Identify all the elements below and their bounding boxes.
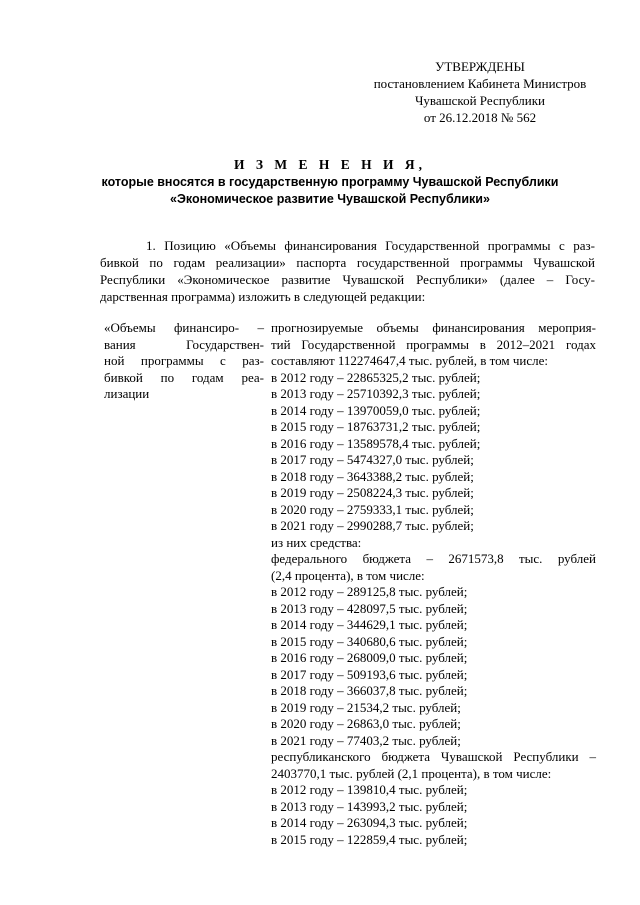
- paragraph-1: [100, 237, 595, 305]
- funding-line: тий Государственной программы в 2012–2021 годах: [271, 336, 596, 352]
- approval-date-number: от 26.12.2018 № 562: [423, 110, 537, 125]
- funding-line: 2403770,1 тыс. рублей (2,1 процента), в том числе:: [271, 765, 552, 781]
- funding-line: республиканского бюджета Чувашской Республики –: [271, 749, 596, 764]
- funding-line: в 2015 году – 340680,6 тыс. рублей;: [271, 633, 468, 649]
- funding-line: в 2013 году – 143993,2 тыс. рублей;: [271, 798, 468, 814]
- funding-line: в 2021 году – 77403,2 тыс. рублей;: [271, 732, 461, 748]
- funding-line: в 2018 году – 3643388,2 тыс. рублей;: [271, 468, 474, 484]
- funding-line: из них средства:: [271, 534, 362, 550]
- funding-line: в 2014 году – 13970059,0 тыс. рублей;: [271, 402, 481, 418]
- funding-line: составляют 112274647,4 тыс. рублей, в том числе:: [271, 353, 549, 368]
- paragraph-line: 1. Позицию «Объемы финансирования Государственной программы с раз-: [146, 238, 595, 253]
- paragraph-line: Республики «Экономическое развитие Чувашской Республики» (далее – Госу-: [100, 272, 595, 287]
- funding-line: в 2012 году – 22865325,2 тыс. рублей;: [271, 369, 481, 385]
- position-label-line: вания Государствен-: [104, 336, 264, 352]
- funding-line: в 2019 году – 2508224,3 тыс. рублей;: [271, 485, 474, 500]
- position-label-line: ной программы с раз-: [104, 353, 264, 368]
- funding-line: (2,4 процента), в том числе:: [271, 567, 425, 583]
- funding-line: в 2019 году – 21534,2 тыс. рублей;: [271, 699, 461, 715]
- funding-line: в 2017 году – 509193,6 тыс. рублей;: [271, 666, 468, 682]
- paragraph-line: дарственная программа) изложить в следующей редакции:: [100, 289, 426, 304]
- position-label: [104, 320, 264, 403]
- document-heading: [60, 155, 600, 208]
- funding-line: в 2016 году – 13589578,4 тыс. рублей;: [271, 435, 481, 451]
- approval-authority: постановлением Кабинета Министров: [373, 76, 587, 91]
- approval-region: Чувашской Республики: [414, 93, 546, 108]
- funding-line: в 2015 году – 122859,4 тыс. рублей;: [271, 831, 468, 847]
- funding-line: в 2020 году – 26863,0 тыс. рублей;: [271, 716, 461, 731]
- funding-details: [271, 320, 596, 848]
- funding-line: в 2012 году – 139810,4 тыс. рублей;: [271, 782, 468, 797]
- position-label-line: «Объемы финансиро- –: [104, 320, 264, 335]
- funding-line: в 2017 году – 5474327,0 тыс. рублей;: [271, 452, 474, 467]
- approval-stamp: [360, 58, 600, 126]
- funding-line: в 2018 году – 366037,8 тыс. рублей;: [271, 683, 468, 698]
- funding-line: в 2013 году – 25710392,3 тыс. рублей;: [271, 386, 481, 401]
- position-label-line: лизации: [104, 386, 150, 401]
- paragraph-line: бивкой по годам реализации» паспорта государственной программы Чувашской: [100, 255, 595, 270]
- funding-line: прогнозируемые объемы финансирования мероприя-: [271, 320, 596, 335]
- document-subtitle-line2: «Экономическое развитие Чувашской Республики»: [170, 192, 490, 206]
- funding-line: в 2016 году – 268009,0 тыс. рублей;: [271, 650, 468, 665]
- approval-title: УТВЕРЖДЕНЫ: [435, 59, 525, 74]
- position-label-line: бивкой по годам реа-: [104, 369, 264, 385]
- funding-line: в 2020 году – 2759333,1 тыс. рублей;: [271, 501, 474, 517]
- funding-line: в 2012 году – 289125,8 тыс. рублей;: [271, 584, 468, 599]
- funding-line: в 2015 году – 18763731,2 тыс. рублей;: [271, 419, 481, 434]
- funding-line: в 2014 году – 344629,1 тыс. рублей;: [271, 617, 468, 632]
- document-title: И З М Е Н Е Н И Я,: [233, 157, 426, 172]
- funding-line: в 2013 году – 428097,5 тыс. рублей;: [271, 600, 468, 616]
- document-subtitle-line1: которые вносятся в государственную программу Чувашской Республики: [101, 175, 559, 189]
- funding-line: федерального бюджета – 2671573,8 тыс. рублей: [271, 551, 596, 566]
- funding-line: в 2021 году – 2990288,7 тыс. рублей;: [271, 518, 474, 533]
- funding-line: в 2014 году – 263094,3 тыс. рублей;: [271, 815, 468, 830]
